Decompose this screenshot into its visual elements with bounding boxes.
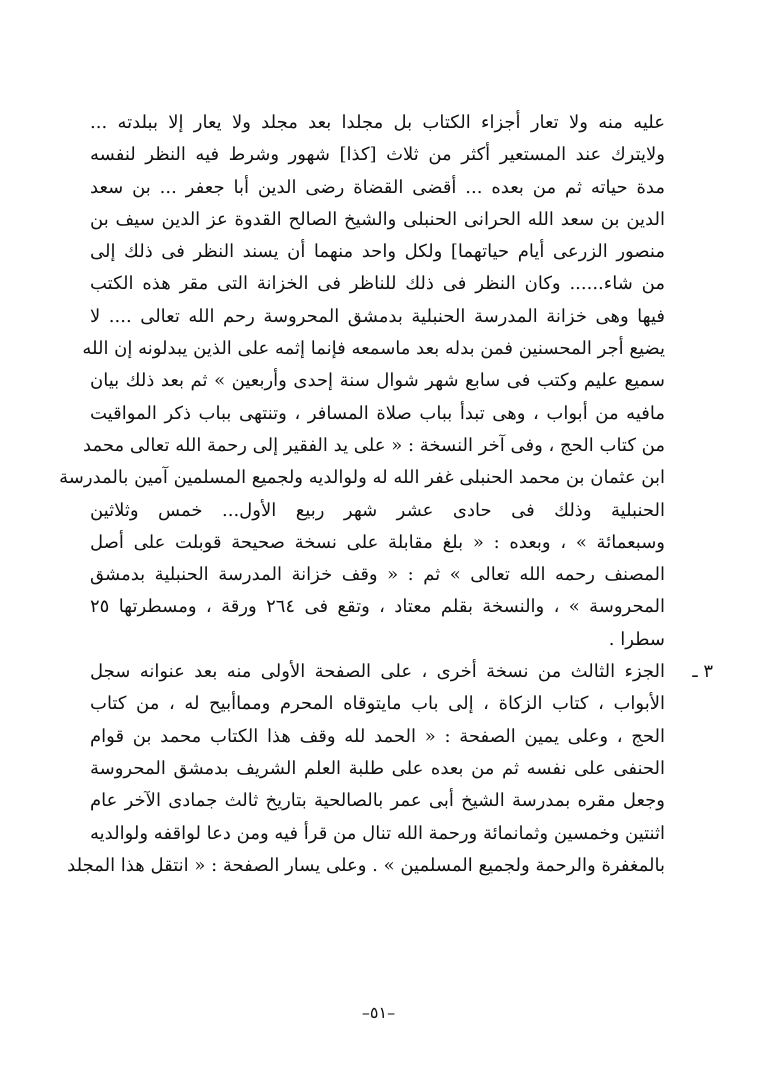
text-line: بالمغفرة والرحمة ولجميع المسلمين » . وعلى يسار الصفحة : « انتقل هذا المجلد bbox=[67, 854, 665, 876]
text-line: المحروسة » ، والنسخة بقلم معتاد ، وتقع فى ٢٦٤ ورقة ، ومسطرتها ٢٥ bbox=[90, 596, 665, 618]
text-line-content: الجزء الثالث من نسخة أخرى ، على الصفحة الأولى منه بعد عنوانه سجل bbox=[90, 661, 665, 683]
text-line: الحج ، وعلى يمين الصفحة : « الحمد لله وقف هذا الكتاب محمد بن قوام bbox=[90, 725, 665, 747]
text-line: المصنف رحمه الله تعالى » ثم : « وقف خزانة المدرسة الحنبلية بدمشق bbox=[90, 564, 665, 586]
item-number: ٣ ـ bbox=[692, 661, 713, 683]
text-line: الدين بن سعد الله الحرانى الحنبلى والشيخ الصالح القدوة عز الدين سيف بن bbox=[90, 208, 665, 230]
text-line: الأبواب ، كتاب الزكاة ، إلى باب مايتوقاه المحرم ومماأبيح له ، من كتاب bbox=[90, 693, 665, 715]
text-line bbox=[90, 656, 713, 688]
text-line: ابن عثمان بن محمد الحنبلى غفر الله له ولوالديه ولجميع المسلمين آمين بالمدرسة bbox=[59, 467, 665, 489]
list-item-3 bbox=[67, 656, 713, 882]
paragraph-continuation bbox=[59, 107, 665, 656]
text-line: الحنبلية وذلك فى حادى عشر شهر ربيع الأول... خمس وثلاثين bbox=[90, 499, 665, 521]
text-line: مافيه من أبواب ، وهى تبدأ بباب صلاة المسافر ، وتنتهى بباب ذكر المواقيت bbox=[90, 402, 665, 424]
text-line: اثنتين وخمسين وثمانمائة ورحمة الله تنال من قرأ فيه ومن دعا لواقفه ولوالديه bbox=[90, 822, 665, 844]
text-line: من شاء...... وكان النظر فى ذلك للناظر فى الخزانة التى مقر هذه الكتب bbox=[90, 273, 665, 295]
text-line: ولايترك عند المستعير أكثر من ثلاث [كذا] شهور وشرط فيه النظر لنفسه bbox=[90, 144, 665, 166]
page-number: –٥١– bbox=[361, 1003, 396, 1022]
text-line: فيها وهى خزانة المدرسة الحنبلية بدمشق المحروسة رحم الله تعالى .... لا bbox=[90, 305, 665, 327]
text-line: عليه منه ولا تعار أجزاء الكتاب بل مجلدا بعد مجلد ولا يعار إلا ببلدته ... bbox=[90, 112, 665, 133]
text-line: سطرا . bbox=[608, 628, 665, 650]
text-line: منصور الزرعى أيام حياتهما] ولكل واحد منهما أن يسند النظر فى ذلك إلى bbox=[90, 241, 665, 263]
text-line: مدة حياته ثم من بعده ... أقضى القضاة رضى الدين أبا جعفر ... بن سعد bbox=[90, 176, 665, 198]
text-line: وسبعمائة » ، وبعده : « بلغ مقابلة على نسخة صحيحة قوبلت على أصل bbox=[90, 531, 665, 553]
body-text bbox=[59, 107, 713, 882]
text-line: سميع عليم وكتب فى سابع شهر شوال سنة إحدى وأربعين » ثم بعد ذلك بيان bbox=[90, 370, 665, 392]
text-line: يضيع أجر المحسنين فمن بدله بعد ماسمعه فإنما إثمه على الذين يبدلونه إن الله bbox=[82, 338, 665, 360]
text-line: وجعل مقره بمدرسة الشيخ أبى عمر بالصالحية بتاريخ ثالث جمادى الآخر عام bbox=[90, 790, 665, 812]
text-line: الحنفى على نفسه ثم من بعده على طلبة العلم الشريف بدمشق المحروسة bbox=[90, 757, 665, 779]
text-line: من كتاب الحج ، وفى آخر النسخة : « على يد الفقير إلى رحمة الله تعالى محمد bbox=[83, 434, 665, 456]
